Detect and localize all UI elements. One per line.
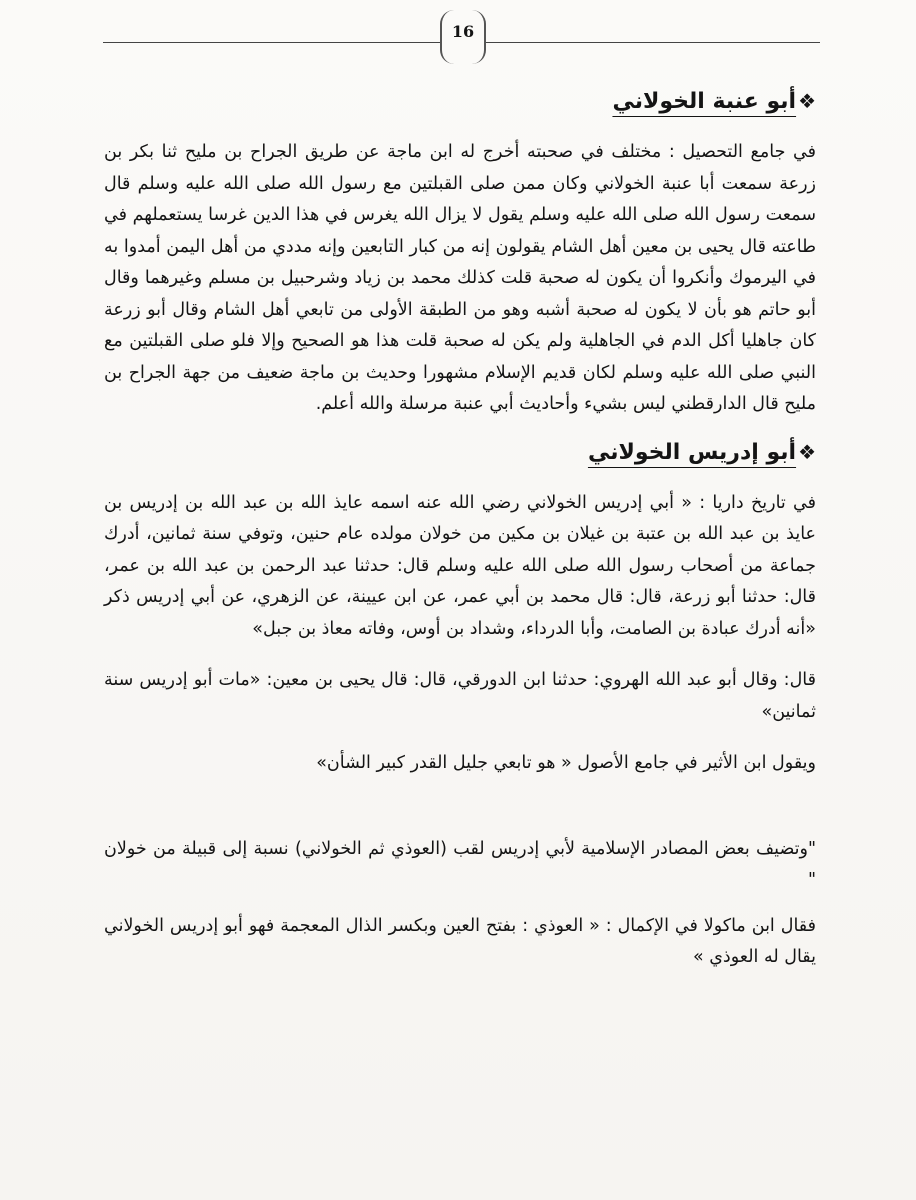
diamond-bullet-icon: ❖: [798, 439, 816, 464]
paragraph-harawi: قال: وقال أبو عبد الله الهروي: حدثنا ابن الدورقي، قال: قال يحيى بن معين: «مات أبو إدريس سنة ثمانين»: [104, 670, 816, 722]
page-content: [104, 84, 816, 974]
section-title-abu-anaba: ❖أبو عنبة الخولاني: [612, 89, 816, 114]
section-title-abu-idris: ❖أبو إدريس الخولاني: [587, 439, 816, 465]
header-rule-left: [103, 42, 441, 43]
paragraph-ibn-makula: فقال ابن ماكولا في الإكمال : « العوذي : بفتح العين وبكسر الذال المعجمة فهو أبو إدريس الخولاني يقال له العوذي »: [104, 915, 816, 967]
header-rule-right: [484, 42, 820, 43]
paragraph-sources-laqab: "وتضيف بعض المصادر الإسلامية لأبي إدريس لقب (العوذي ثم الخولاني) نسبة إلى قبيلة من خولان ": [104, 838, 816, 890]
paragraph-abu-anaba: في جامع التحصيل : مختلف في صحبته أخرج له ابن ماجة عن طريق الجراح بن مليح ثنا بكر بن زرعة سمعت أبا عنبة الخولاني وكان ممن صلى القبلتين مع رسول الله صلى الله عليه وسلم قال سمعت رسول الله صلى الله عليه وسلم يقول لا يزال الله يغرس في هذا الدين غرسا يستعملهم في طاعته قال يحيى بن معين أهل الشام يقولون إنه من كبار التابعين وإنه مددي من أهل اليمن أمدوا به في اليرموك وأنكروا أن يكون له صحبة قلت كذلك محمد بن زياد وشرحبيل بن مسلم وغيرهما وقال أبو حاتم هو بأن لا يكون له صحبة أشبه وهو من الطبقة الأولى من تابعي أهل الشام وقال أبو زرعة كان جاهليا أكل الدم في الجاهلية ولم يكن له صحبة قلت هذا هو الصحيح وإلا فلو صلى القبلتين مع النبي صلى الله عليه وسلم لكان قديم الإسلام مشهورا وحديث بن ماجة ضعيف من جهة الجراح بن مليح قال الدارقطني ليس بشيء وأحاديث أبي عنبة مرسلة والله أعلم.: [104, 142, 816, 414]
diamond-bullet-icon: ❖: [798, 89, 816, 113]
page-number: 16: [440, 10, 486, 64]
paragraph-ibn-athir: ويقول ابن الأثير في جامع الأصول « هو تابعي جليل القدر كبير الشأن»: [316, 753, 816, 773]
paragraph-tarikh-darayya: في تاريخ داريا : « أبي إدريس الخولاني رضي الله عنه اسمه عايذ الله بن عبد الله بن إدريس بن عايذ بن عبد الله بن عتبة بن غيلان بن مكين من خولان مولده عام حنين، وتوفي سنة ثمانين، أدرك جماعة من أصحاب رسول الله صلى الله عليه وسلم قال: حدثنا عبد الرحمن بن عبد الله بن عمر، قال: حدثنا أبو زرعة، قال: قال محمد بن أبي عمر، عن ابن عيينة، عن الزهري، عن أبي إدريس ذكر «أنه أدرك عبادة بن الصامت، وأبا الدرداء، وشداد بن أوس، وفاته معاذ بن جبل»: [104, 492, 816, 639]
